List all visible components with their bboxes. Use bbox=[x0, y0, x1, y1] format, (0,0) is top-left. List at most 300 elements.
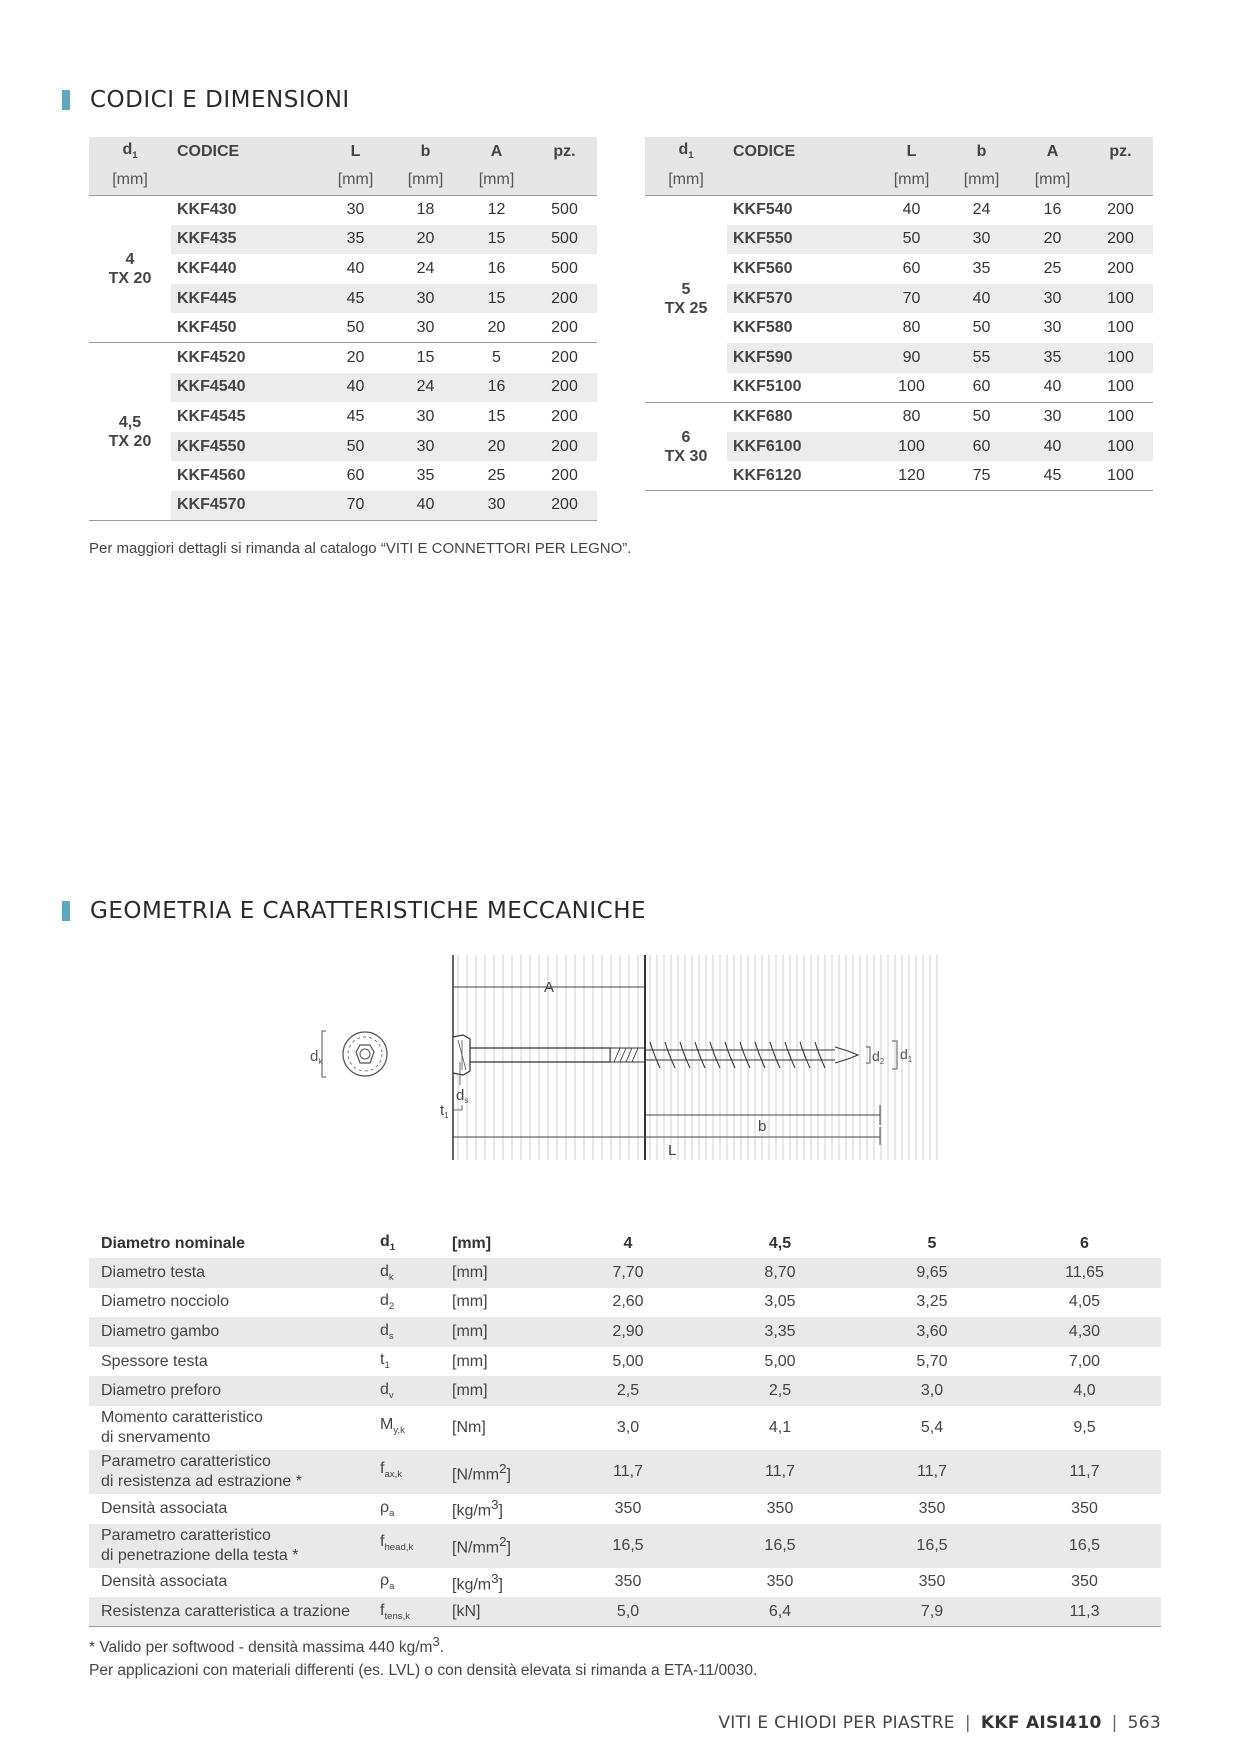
head-icon bbox=[322, 1031, 387, 1077]
code-cell: KKF4550 bbox=[171, 432, 321, 462]
cell-pz: 200 bbox=[1107, 201, 1134, 219]
mech-value: 3,35 bbox=[704, 1317, 856, 1347]
mech-header-col: 6 bbox=[1080, 1234, 1089, 1252]
cell-b: 20 bbox=[390, 225, 461, 255]
mech-value: 350 bbox=[1071, 1573, 1098, 1591]
symbol-letter: d bbox=[380, 1233, 390, 1251]
mech-row bbox=[89, 1258, 1161, 1288]
mech-value: 11,7 bbox=[552, 1450, 704, 1494]
cell-a: 16 bbox=[461, 373, 532, 403]
unit-text: [N/mm bbox=[452, 1466, 500, 1484]
mech-unit bbox=[452, 1597, 552, 1627]
mech-value: 350 bbox=[614, 1499, 642, 1517]
mech-value: 350 bbox=[766, 1573, 794, 1591]
code-cell: KKF430 bbox=[177, 201, 237, 219]
section-title-geometry bbox=[62, 898, 646, 924]
d2-subscript: 2 bbox=[879, 1057, 885, 1066]
mech-label-line: Densità associata bbox=[101, 1499, 228, 1517]
cell-b: 30 bbox=[390, 432, 461, 462]
footnote-eta: Per applicazioni con materiali differenti (es. LVL) o con densità elevata si rimanda a ETA-11/0030. bbox=[89, 1662, 758, 1679]
mech-row bbox=[89, 1376, 1161, 1406]
d1-symbol: d bbox=[900, 1046, 908, 1062]
header-codice: CODICE bbox=[177, 142, 240, 160]
unit-close: ] bbox=[498, 1576, 503, 1594]
cell-l: 80 bbox=[902, 408, 921, 426]
cell-l: 70 bbox=[321, 491, 390, 521]
header-d1 bbox=[645, 137, 727, 166]
cell-b: 24 bbox=[390, 373, 461, 403]
cell-pz: 200 bbox=[551, 349, 578, 367]
mech-value: 5,00 bbox=[612, 1352, 644, 1370]
symbol-letter: f bbox=[380, 1459, 385, 1477]
cell-l: 50 bbox=[321, 432, 390, 462]
unit-b: [mm] bbox=[390, 166, 461, 195]
cell-l: 90 bbox=[877, 343, 946, 373]
mech-label-line: Resistenza caratteristica a trazione bbox=[101, 1602, 350, 1620]
unit-text: [kN] bbox=[452, 1602, 481, 1620]
mech-header-label: Diametro nominale bbox=[101, 1234, 246, 1252]
cell-l: 40 bbox=[321, 373, 390, 403]
cell-pz: 200 bbox=[1088, 225, 1153, 255]
symbol-subscript: head,k bbox=[384, 1542, 414, 1554]
mech-label bbox=[89, 1450, 380, 1494]
symbol-letter: f bbox=[380, 1601, 385, 1619]
mech-row bbox=[89, 1568, 1161, 1598]
cell-b: 30 bbox=[416, 318, 435, 336]
header-l: L bbox=[906, 142, 917, 160]
dk-label bbox=[310, 1048, 323, 1066]
mech-unit bbox=[452, 1376, 552, 1406]
t1-label bbox=[440, 1102, 449, 1120]
cell-l: 45 bbox=[346, 407, 365, 425]
symbol-subscript: a bbox=[389, 1581, 395, 1593]
unit-text: [kg/m bbox=[452, 1576, 492, 1594]
cell-b: 55 bbox=[946, 343, 1017, 373]
dim-L-label: L bbox=[668, 1142, 677, 1159]
dim-b-label: b bbox=[758, 1118, 767, 1135]
mech-value: 2,5 bbox=[552, 1376, 704, 1406]
header-row bbox=[89, 137, 597, 166]
d2-symbol: d bbox=[872, 1048, 880, 1064]
header-d1-symbol: d bbox=[122, 141, 133, 159]
mech-unit bbox=[452, 1494, 552, 1524]
mech-row bbox=[89, 1597, 1161, 1627]
cell-b: 30 bbox=[390, 284, 461, 314]
mech-value: 4,0 bbox=[1008, 1376, 1161, 1406]
mech-value: 2,90 bbox=[552, 1317, 704, 1347]
cell-pz: 200 bbox=[532, 432, 597, 462]
header-a: A bbox=[1046, 142, 1059, 160]
cell-a: 16 bbox=[1043, 201, 1062, 219]
screw-geometry-drawing bbox=[300, 955, 960, 1170]
cell-l: 45 bbox=[321, 284, 390, 314]
code-cell: KKF6100 bbox=[727, 432, 877, 462]
footnote-softwood bbox=[89, 1634, 444, 1657]
cell-a: 30 bbox=[1043, 408, 1062, 426]
group-drive: TX 25 bbox=[664, 299, 708, 317]
mech-value: 9,65 bbox=[856, 1258, 1008, 1288]
mech-label-line: Diametro gambo bbox=[101, 1322, 220, 1340]
group-drive: TX 30 bbox=[664, 447, 708, 465]
mech-value: 350 bbox=[614, 1573, 642, 1591]
unit-exponent: 2 bbox=[499, 1460, 507, 1476]
unit-text: [mm] bbox=[452, 1382, 488, 1400]
mech-unit bbox=[452, 1288, 552, 1318]
cell-pz: 100 bbox=[1107, 378, 1134, 396]
d1-subscript: 1 bbox=[907, 1055, 913, 1064]
mech-value: 5,4 bbox=[920, 1418, 944, 1436]
page-number: 563 bbox=[1127, 1713, 1161, 1733]
mech-symbol bbox=[380, 1258, 452, 1288]
mech-label-line: di resistenza ad estrazione * bbox=[101, 1472, 302, 1490]
mech-value: 5,0 bbox=[552, 1597, 704, 1627]
mech-label-line: Diametro nocciolo bbox=[101, 1293, 230, 1311]
cell-l: 120 bbox=[898, 466, 925, 484]
cell-b: 60 bbox=[946, 432, 1017, 462]
code-cell: KKF6120 bbox=[733, 466, 802, 484]
mech-label-line: Diametro testa bbox=[101, 1263, 206, 1281]
cell-l: 80 bbox=[902, 319, 921, 337]
group-diameter: 4 bbox=[125, 250, 135, 268]
code-cell: KKF540 bbox=[733, 201, 793, 219]
mech-header-row bbox=[89, 1229, 1161, 1258]
mech-symbol bbox=[380, 1597, 452, 1627]
mech-value: 5,70 bbox=[916, 1352, 948, 1370]
cell-b: 18 bbox=[416, 201, 435, 219]
code-cell: KKF550 bbox=[727, 225, 877, 255]
dk-subscript: k bbox=[318, 1057, 323, 1066]
mech-value: 11,7 bbox=[856, 1450, 1008, 1494]
mech-header-col: 4 bbox=[623, 1234, 633, 1252]
unit-exponent: 2 bbox=[499, 1534, 507, 1550]
group-cell bbox=[89, 343, 171, 521]
symbol-letter: d bbox=[380, 1262, 389, 1280]
code-cell: KKF445 bbox=[171, 284, 321, 314]
d1-label bbox=[900, 1046, 913, 1064]
mech-label-line: Diametro preforo bbox=[101, 1382, 222, 1400]
symbol-letter: M bbox=[380, 1415, 394, 1433]
codes-table-right bbox=[645, 137, 1153, 491]
symbol-subscript: v bbox=[388, 1390, 394, 1402]
code-cell: KKF4520 bbox=[177, 349, 246, 367]
mech-label-line: Densità associata bbox=[101, 1573, 228, 1591]
mech-header-symbol bbox=[380, 1229, 452, 1258]
footnote-softwood-end: . bbox=[439, 1639, 444, 1657]
cell-a: 40 bbox=[1043, 378, 1062, 396]
symbol-letter: ρ bbox=[380, 1572, 390, 1590]
cell-a: 12 bbox=[487, 201, 506, 219]
code-cell: KKF4540 bbox=[171, 373, 321, 403]
cell-pz: 100 bbox=[1107, 408, 1134, 426]
unit-close: ] bbox=[498, 1502, 503, 1520]
unit-text: [mm] bbox=[452, 1293, 488, 1311]
unit-exponent: 3 bbox=[491, 1570, 499, 1586]
code-cell: KKF4570 bbox=[171, 491, 321, 521]
group-1 bbox=[89, 343, 597, 521]
mech-label bbox=[89, 1288, 380, 1318]
mech-label-line: Parametro caratteristico bbox=[101, 1452, 271, 1470]
mech-unit bbox=[452, 1524, 552, 1568]
mech-label-line: di snervamento bbox=[101, 1428, 211, 1446]
symbol-subscript: k bbox=[388, 1271, 394, 1283]
mech-value: 7,00 bbox=[1068, 1352, 1101, 1370]
symbol-letter: d bbox=[380, 1381, 389, 1399]
cell-l: 20 bbox=[346, 349, 365, 367]
cell-l: 70 bbox=[877, 284, 946, 314]
ds-subscript: s bbox=[464, 1096, 469, 1105]
group-0 bbox=[89, 195, 597, 343]
symbol-letter: t bbox=[380, 1351, 385, 1369]
header-a: A bbox=[490, 142, 503, 160]
cell-a: 20 bbox=[487, 318, 506, 336]
mech-label-line: Momento caratteristico bbox=[101, 1408, 263, 1426]
cell-l: 100 bbox=[898, 378, 925, 396]
mech-value: 6,4 bbox=[704, 1597, 856, 1627]
symbol-subscript: 1 bbox=[384, 1360, 390, 1372]
symbol-subscript: ax,k bbox=[384, 1469, 403, 1481]
t1-subscript: 1 bbox=[444, 1111, 449, 1120]
header-row bbox=[645, 137, 1153, 166]
mech-row bbox=[89, 1406, 1161, 1450]
symbol-letter: d bbox=[380, 1292, 389, 1310]
mech-value: 9,5 bbox=[1073, 1418, 1096, 1436]
mech-symbol bbox=[380, 1568, 452, 1598]
code-cell: KKF560 bbox=[733, 259, 793, 277]
mech-value: 350 bbox=[1071, 1499, 1098, 1517]
mech-symbol bbox=[380, 1406, 452, 1450]
cell-b: 40 bbox=[946, 284, 1017, 314]
cell-pz: 100 bbox=[1088, 432, 1153, 462]
group-diameter: 4,5 bbox=[118, 413, 142, 431]
cell-l: 40 bbox=[346, 259, 365, 277]
cell-l: 100 bbox=[877, 432, 946, 462]
cell-a: 45 bbox=[1043, 466, 1062, 484]
cell-b: 30 bbox=[416, 407, 435, 425]
cell-pz: 100 bbox=[1107, 466, 1134, 484]
mech-label bbox=[89, 1258, 380, 1288]
cell-a: 16 bbox=[487, 259, 506, 277]
symbol-subscript: 2 bbox=[388, 1301, 395, 1313]
cell-a: 20 bbox=[1017, 225, 1088, 255]
code-cell: KKF450 bbox=[177, 318, 237, 336]
code-cell: KKF5100 bbox=[733, 378, 802, 396]
mech-value: 8,70 bbox=[704, 1258, 856, 1288]
cell-a: 40 bbox=[1017, 432, 1088, 462]
mech-unit bbox=[452, 1347, 552, 1377]
cell-a: 30 bbox=[461, 491, 532, 521]
footer-product: KKF AISI410 bbox=[980, 1713, 1102, 1733]
mech-unit bbox=[452, 1568, 552, 1598]
mech-label bbox=[89, 1568, 380, 1598]
mech-value: 350 bbox=[918, 1499, 946, 1517]
mech-unit bbox=[452, 1317, 552, 1347]
unit-blank bbox=[727, 166, 877, 195]
unit-text: [mm] bbox=[452, 1263, 488, 1281]
mech-value: 5,00 bbox=[764, 1352, 796, 1370]
symbol-subscript: y,k bbox=[393, 1425, 405, 1437]
mech-row bbox=[89, 1494, 1161, 1524]
catalog-note: Per maggiori dettagli si rimanda al catalogo “VITI E CONNETTORI PER LEGNO”. bbox=[89, 540, 632, 557]
mech-label bbox=[89, 1317, 380, 1347]
cell-pz: 200 bbox=[532, 284, 597, 314]
cell-l: 35 bbox=[321, 225, 390, 255]
mech-value: 3,60 bbox=[856, 1317, 1008, 1347]
unit-b: [mm] bbox=[946, 166, 1017, 195]
cell-b: 40 bbox=[390, 491, 461, 521]
cell-pz: 500 bbox=[551, 201, 578, 219]
cell-pz: 200 bbox=[551, 318, 578, 336]
cell-a: 30 bbox=[1043, 319, 1062, 337]
unit-text: [Nm] bbox=[452, 1418, 486, 1436]
cell-b: 24 bbox=[972, 201, 991, 219]
cell-pz: 200 bbox=[551, 467, 578, 485]
code-cell: KKF680 bbox=[733, 408, 793, 426]
mech-row bbox=[89, 1347, 1161, 1377]
cell-pz: 200 bbox=[1107, 259, 1134, 277]
unit-text: [mm] bbox=[452, 1322, 488, 1340]
cell-b: 50 bbox=[972, 408, 991, 426]
header-d1-subscript: 1 bbox=[132, 150, 138, 162]
unit-l: [mm] bbox=[321, 166, 390, 195]
group-cell bbox=[645, 402, 727, 491]
group-1 bbox=[645, 402, 1153, 491]
mech-symbol bbox=[380, 1524, 452, 1568]
header-pz: pz. bbox=[553, 142, 576, 160]
mech-label bbox=[89, 1524, 380, 1568]
header-codice: CODICE bbox=[733, 142, 796, 160]
mech-value: 11,7 bbox=[704, 1450, 856, 1494]
footnote-softwood-sup: 3 bbox=[432, 1634, 440, 1649]
codes-table-left bbox=[89, 137, 597, 521]
mech-unit bbox=[452, 1258, 552, 1288]
mech-value: 350 bbox=[766, 1499, 794, 1517]
mech-value: 4,30 bbox=[1008, 1317, 1161, 1347]
mech-value: 350 bbox=[918, 1573, 946, 1591]
mechanical-properties-table bbox=[89, 1229, 1161, 1627]
table-row bbox=[645, 402, 1153, 432]
footer-category: VITI E CHIODI PER PIASTRE bbox=[718, 1713, 955, 1733]
group-drive: TX 20 bbox=[108, 269, 152, 287]
code-cell: KKF570 bbox=[727, 284, 877, 314]
cell-a: 25 bbox=[1043, 259, 1062, 277]
code-cell: KKF580 bbox=[733, 319, 793, 337]
cell-b: 50 bbox=[972, 319, 991, 337]
mech-symbol bbox=[380, 1288, 452, 1318]
cell-l: 40 bbox=[902, 201, 921, 219]
mech-value: 2,5 bbox=[704, 1376, 856, 1406]
code-cell: KKF4560 bbox=[177, 467, 246, 485]
mech-symbol bbox=[380, 1376, 452, 1406]
unit-close: ] bbox=[506, 1539, 511, 1557]
cell-a: 35 bbox=[1017, 343, 1088, 373]
header-d1 bbox=[89, 137, 171, 166]
mech-value: 11,3 bbox=[1008, 1597, 1161, 1627]
unit-d1: [mm] bbox=[645, 166, 727, 195]
mech-value: 3,25 bbox=[916, 1293, 948, 1311]
mech-label bbox=[89, 1597, 380, 1627]
code-cell: KKF435 bbox=[171, 225, 321, 255]
cell-b: 35 bbox=[416, 467, 435, 485]
dim-A-label: A bbox=[544, 979, 555, 996]
table-row bbox=[89, 343, 597, 373]
cell-a: 20 bbox=[461, 432, 532, 462]
mech-row bbox=[89, 1288, 1161, 1318]
symbol-subscript: a bbox=[389, 1507, 395, 1519]
mech-value: 7,70 bbox=[552, 1258, 704, 1288]
unit-text: [N/mm bbox=[452, 1539, 500, 1557]
code-cell: KKF440 bbox=[177, 259, 237, 277]
symbol-letter: d bbox=[380, 1321, 389, 1339]
section-heading: GEOMETRIA E CARATTERISTICHE MECCANICHE bbox=[90, 898, 647, 924]
section-marker bbox=[62, 901, 70, 921]
unit-exponent: 3 bbox=[491, 1497, 499, 1513]
mech-value: 4,1 bbox=[768, 1418, 792, 1436]
unit-text: [kg/m bbox=[452, 1502, 492, 1520]
mech-value: 3,0 bbox=[856, 1376, 1008, 1406]
unit-text: [mm] bbox=[452, 1352, 488, 1370]
code-cell: KKF590 bbox=[727, 343, 877, 373]
ds-symbol: d bbox=[456, 1087, 465, 1104]
mech-label-line: Parametro caratteristico bbox=[101, 1526, 271, 1544]
unit-close: ] bbox=[506, 1466, 511, 1484]
header-b: b bbox=[420, 142, 431, 160]
mech-value: 7,9 bbox=[856, 1597, 1008, 1627]
header-pz: pz. bbox=[1109, 142, 1132, 160]
cell-a: 15 bbox=[461, 225, 532, 255]
cell-l: 50 bbox=[346, 318, 365, 336]
unit-blank bbox=[171, 166, 321, 195]
group-drive: TX 20 bbox=[108, 432, 152, 450]
header-b: b bbox=[976, 142, 987, 160]
unit-row bbox=[89, 166, 597, 195]
cell-b: 15 bbox=[416, 349, 435, 367]
group-0 bbox=[645, 195, 1153, 402]
header-d1-symbol: d bbox=[678, 141, 689, 159]
cell-pz: 500 bbox=[551, 259, 578, 277]
mech-value: 11,7 bbox=[1008, 1450, 1161, 1494]
mech-label bbox=[89, 1494, 380, 1524]
mech-label bbox=[89, 1347, 380, 1377]
ds-label bbox=[456, 1087, 468, 1105]
cell-b: 60 bbox=[972, 378, 991, 396]
mech-header-unit: [mm] bbox=[452, 1234, 492, 1252]
mech-unit bbox=[452, 1406, 552, 1450]
cell-a: 5 bbox=[492, 349, 501, 367]
cell-a: 15 bbox=[487, 407, 506, 425]
cell-b: 24 bbox=[416, 259, 435, 277]
unit-l: [mm] bbox=[877, 166, 946, 195]
mech-row bbox=[89, 1450, 1161, 1494]
mech-value: 3,0 bbox=[616, 1418, 640, 1436]
symbol-subscript: s bbox=[388, 1331, 394, 1343]
cell-pz: 100 bbox=[1107, 319, 1134, 337]
unit-row bbox=[645, 166, 1153, 195]
cell-b: 35 bbox=[972, 259, 991, 277]
code-cell: KKF4545 bbox=[177, 407, 246, 425]
mech-value: 4,05 bbox=[1068, 1293, 1101, 1311]
header-l: L bbox=[350, 142, 361, 160]
mech-header-col: 5 bbox=[927, 1234, 937, 1252]
mech-header-col: 4,5 bbox=[768, 1234, 792, 1252]
mech-symbol bbox=[380, 1347, 452, 1377]
cell-l: 30 bbox=[346, 201, 365, 219]
cell-pz: 200 bbox=[551, 407, 578, 425]
header-d1-subscript: 1 bbox=[688, 150, 694, 162]
cell-b: 30 bbox=[946, 225, 1017, 255]
mech-value: 16,5 bbox=[704, 1524, 856, 1568]
mech-row bbox=[89, 1317, 1161, 1347]
cell-a: 15 bbox=[461, 284, 532, 314]
